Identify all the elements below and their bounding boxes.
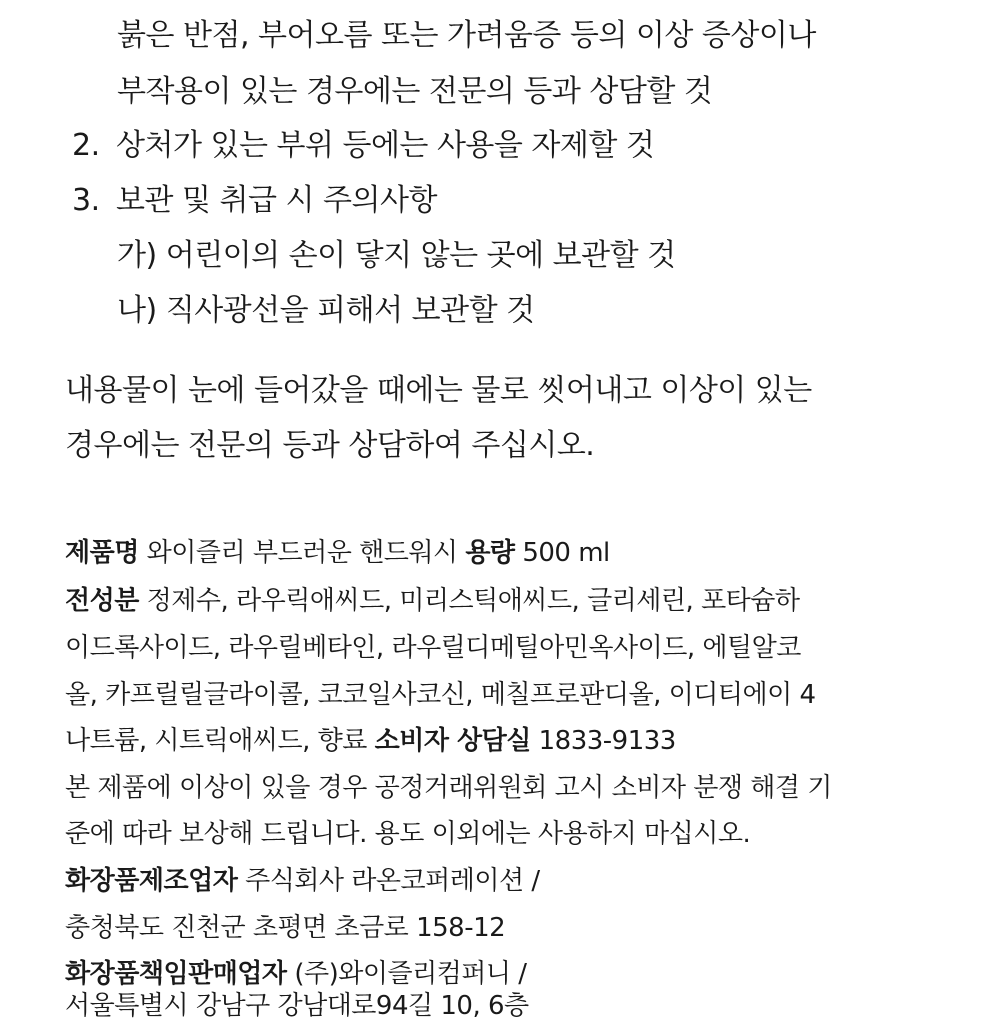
product-name-label: 제품명 xyxy=(65,538,139,568)
ingredients-line4 xyxy=(65,720,676,757)
consumer-center-phone: 1833-9133 xyxy=(538,726,676,756)
ingredients-line1 xyxy=(65,580,800,617)
ingredients-line2: 이드록사이드, 라우릴베타인, 라우릴디메틸아민옥사이드, 에틸알코 xyxy=(65,633,801,663)
caution-item3 xyxy=(72,175,437,219)
caution-item3b: 나) 직사광선을 피해서 보관할 것 xyxy=(117,293,535,328)
seller-value: (주)와이즐리컴퍼니 / xyxy=(294,959,527,989)
product-name-value: 와이즐리 부드러운 핸드워시 xyxy=(146,538,458,568)
item-number: 2. xyxy=(72,128,100,163)
item-text: 상처가 있는 부위 등에는 사용을 자제할 것 xyxy=(116,128,655,163)
seller-label: 화장품책임판매업자 xyxy=(65,959,287,989)
caution-item2 xyxy=(72,120,654,164)
manufacturer-value: 주식회사 라온코퍼레이션 / xyxy=(245,866,540,896)
volume-label: 용량 xyxy=(465,538,515,568)
warranty-line1: 본 제품에 이상이 있을 경우 공정거래위원회 고시 소비자 분쟁 해결 기 xyxy=(65,773,832,803)
ingredients-text: 정제수, 라우릭애씨드, 미리스틱애씨드, 글리세린, 포타슘하 xyxy=(146,586,800,616)
seller-address: 서울특별시 강남구 강남대로94길 10, 6층 xyxy=(65,991,529,1021)
item-number: 3. xyxy=(72,183,100,218)
caution-item1-line1: 붉은 반점, 부어오름 또는 가려움증 등의 이상 증상이나 xyxy=(117,18,816,53)
eye-notice-line1: 내용물이 눈에 들어갔을 때에는 물로 씻어내고 이상이 있는 xyxy=(65,373,812,408)
consumer-center-label: 소비자 상담실 xyxy=(374,726,531,756)
eye-notice-line2: 경우에는 전문의 등과 상담하여 주십시오. xyxy=(65,428,595,463)
ingredients-text: 나트륨, 시트릭애씨드, 향료 xyxy=(65,726,367,756)
manufacturer-line xyxy=(65,860,540,897)
manufacturer-label: 화장품제조업자 xyxy=(65,866,238,896)
item-text: 보관 및 취급 시 주의사항 xyxy=(116,183,437,218)
ingredients-line3: 올, 카프릴릴글라이콜, 코코일사코신, 메칠프로판디올, 이디티에이 4 xyxy=(65,680,816,710)
volume-value: 500 ml xyxy=(522,538,610,568)
warranty-line2: 준에 따라 보상해 드립니다. 용도 이외에는 사용하지 마십시오. xyxy=(65,819,751,849)
product-name-line xyxy=(65,532,610,569)
manufacturer-address: 충청북도 진천군 초평면 초금로 158-12 xyxy=(65,913,506,943)
caution-item3a: 가) 어린이의 손이 닿지 않는 곳에 보관할 것 xyxy=(117,238,676,273)
ingredients-label: 전성분 xyxy=(65,586,139,616)
caution-item1-line2: 부작용이 있는 경우에는 전문의 등과 상담할 것 xyxy=(117,74,713,109)
